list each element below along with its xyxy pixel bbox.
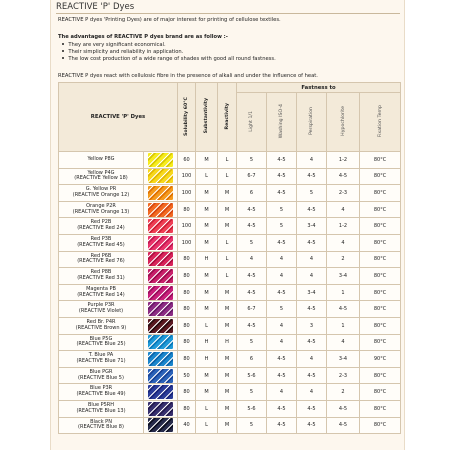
washing-fastness-cell: 5: [267, 301, 297, 318]
color-swatch: [148, 219, 173, 233]
substantivity-cell: H: [196, 351, 218, 368]
hypochlorite-fastness-cell: 4: [327, 201, 360, 218]
substantivity-cell: M: [196, 301, 218, 318]
advantages-heading: The advantages of REACTIVE P dyes brand are as follow :-: [58, 34, 228, 40]
dye-name-primary: Black PN: [90, 418, 112, 425]
fixation-temp-cell: 80°C: [360, 168, 401, 185]
table-row: [59, 400, 401, 417]
dye-name: [59, 351, 144, 368]
solubility-cell: 80: [178, 201, 196, 218]
solubility-cell: 80: [178, 251, 196, 268]
dye-name: [59, 201, 144, 218]
table-header-row: [59, 83, 401, 93]
fixation-header: Fixation Temp: [360, 93, 401, 152]
color-swatch: [148, 269, 173, 283]
reactivity-cell: L: [218, 268, 237, 285]
dye-name-secondary: (REACTIVE Red 31): [77, 274, 125, 281]
reactivity-cell: M: [218, 301, 237, 318]
fixation-temp-cell: 80°C: [360, 400, 401, 417]
dye-name-header: REACTIVE 'P' Dyes: [59, 83, 178, 152]
light-fastness-cell: 5: [237, 417, 267, 434]
dye-name-secondary: (REACTIVE Red 76): [77, 258, 125, 265]
solubility-header: Solubility 60°C: [178, 83, 196, 152]
dye-name-primary: Blue PGR: [89, 368, 113, 375]
reactivity-cell: M: [218, 367, 237, 384]
substantivity-cell: L: [196, 317, 218, 334]
color-swatch-cell: [144, 367, 178, 384]
substantivity-cell: L: [196, 417, 218, 434]
color-swatch-cell: [144, 185, 178, 202]
bullet-icon: [62, 57, 64, 59]
dye-name-secondary: (REACTIVE Blue 71): [76, 357, 126, 364]
solubility-cell: 50: [178, 367, 196, 384]
washing-header: Washing ISO-4: [267, 93, 297, 152]
perspiration-fastness-cell: 4: [297, 251, 327, 268]
perspiration-fastness-cell: 4-5: [297, 168, 327, 185]
washing-fastness-cell: 4: [267, 251, 297, 268]
dye-name: [59, 367, 144, 384]
hypochlorite-fastness-cell: 4: [327, 334, 360, 351]
fixation-temp-cell: 80°C: [360, 251, 401, 268]
washing-fastness-cell: 4-5: [267, 185, 297, 202]
washing-fastness-cell: 4-5: [267, 367, 297, 384]
hypochlorite-fastness-cell: 4-5: [327, 417, 360, 434]
hypochlorite-fastness-cell: 2-3: [327, 185, 360, 202]
hypochlorite-fastness-cell: 4-5: [327, 168, 360, 185]
washing-fastness-cell: 4-5: [267, 417, 297, 434]
fixation-temp-cell: 80°C: [360, 234, 401, 251]
advantage-item: [62, 49, 183, 56]
reactivity-cell: M: [218, 351, 237, 368]
washing-fastness-cell: 4-5: [267, 234, 297, 251]
hypochlorite-fastness-cell: 1: [327, 317, 360, 334]
washing-fastness-cell: 4: [267, 384, 297, 401]
advantage-text: They are very significant economical.: [68, 42, 166, 48]
substantivity-cell: M: [196, 268, 218, 285]
dye-name-secondary: (REACTIVE Brown 9): [75, 324, 127, 331]
dye-name: [59, 152, 144, 169]
dyes-table: [58, 82, 401, 434]
table-row: [59, 417, 401, 434]
table-row: [59, 301, 401, 318]
color-swatch: [148, 153, 173, 167]
color-swatch-cell: [144, 351, 178, 368]
solubility-cell: 80: [178, 317, 196, 334]
color-swatch: [148, 385, 173, 399]
solubility-cell: 40: [178, 417, 196, 434]
dye-name-primary: Red P8B: [90, 269, 112, 276]
fastness-header: Fastness to: [237, 83, 401, 93]
fixation-temp-cell: 80°C: [360, 301, 401, 318]
fixation-temp-cell: 80°C: [360, 284, 401, 301]
substantivity-cell: M: [196, 384, 218, 401]
reactivity-cell: M: [218, 218, 237, 235]
dye-name: [59, 168, 144, 185]
light-fastness-cell: 4: [237, 251, 267, 268]
table-row: [59, 334, 401, 351]
dye-name-primary: Blue P5G: [89, 335, 113, 342]
dye-name-primary: Purple P3R: [87, 302, 115, 309]
fixation-temp-cell: 90°C: [360, 351, 401, 368]
dye-name: [59, 268, 144, 285]
fixation-temp-cell: 80°C: [360, 201, 401, 218]
table-row: [59, 218, 401, 235]
perspiration-fastness-cell: 4-5: [297, 201, 327, 218]
reactivity-cell: M: [218, 417, 237, 434]
reactivity-cell: L: [218, 251, 237, 268]
perspiration-fastness-cell: 3-4: [297, 218, 327, 235]
reactivity-cell: M: [218, 284, 237, 301]
hypochlorite-fastness-cell: 2-3: [327, 367, 360, 384]
fixation-temp-cell: 80°C: [360, 367, 401, 384]
color-swatch-cell: [144, 384, 178, 401]
light-fastness-cell: 6: [237, 185, 267, 202]
solubility-cell: 80: [178, 351, 196, 368]
perspiration-fastness-cell: 4-5: [297, 367, 327, 384]
color-swatch-cell: [144, 334, 178, 351]
dye-name: [59, 317, 144, 334]
dye-name: [59, 284, 144, 301]
table-row: [59, 351, 401, 368]
perspiration-fastness-cell: 4: [297, 152, 327, 169]
washing-fastness-cell: 4-5: [267, 152, 297, 169]
hypochlorite-fastness-cell: 4: [327, 234, 360, 251]
advantage-text: Their simplicity and reliability in application.: [68, 49, 184, 55]
color-swatch: [148, 236, 173, 250]
dye-name-secondary: (REACTIVE Orange 12): [72, 191, 130, 198]
perspiration-fastness-cell: 4: [297, 351, 327, 368]
light-fastness-cell: 4-5: [237, 284, 267, 301]
dye-name-primary: Red P3B: [90, 235, 112, 242]
reactivity-cell: M: [218, 317, 237, 334]
color-swatch-cell: [144, 152, 178, 169]
light-fastness-cell: 4-5: [237, 218, 267, 235]
light-fastness-cell: 6: [237, 351, 267, 368]
dye-name: [59, 234, 144, 251]
light-fastness-cell: 5: [237, 234, 267, 251]
color-swatch-cell: [144, 268, 178, 285]
dye-name: [59, 400, 144, 417]
table-row: [59, 168, 401, 185]
dye-name: [59, 417, 144, 434]
reactivity-cell: M: [218, 400, 237, 417]
hypochlorite-fastness-cell: 1-2: [327, 152, 360, 169]
reactivity-header: Reactivity: [218, 83, 237, 152]
dye-name-secondary: (REACTIVE Red 24): [77, 225, 125, 232]
fixation-temp-cell: 80°C: [360, 417, 401, 434]
solubility-cell: 80: [178, 334, 196, 351]
table-row: [59, 251, 401, 268]
color-swatch-cell: [144, 251, 178, 268]
perspiration-header: Perspiration: [297, 93, 327, 152]
light-fastness-cell: 5: [237, 152, 267, 169]
solubility-cell: 80: [178, 400, 196, 417]
hypochlorite-fastness-cell: 4-5: [327, 301, 360, 318]
fixation-temp-cell: 80°C: [360, 185, 401, 202]
washing-fastness-cell: 4: [267, 317, 297, 334]
reactivity-cell: M: [218, 185, 237, 202]
color-swatch-cell: [144, 284, 178, 301]
light-fastness-cell: 4-5: [237, 317, 267, 334]
solubility-cell: 80: [178, 301, 196, 318]
perspiration-fastness-cell: 4-5: [297, 417, 327, 434]
light-fastness-cell: 4-5: [237, 268, 267, 285]
perspiration-fastness-cell: 5: [297, 185, 327, 202]
dye-name-secondary: (REACTIVE Yellow 18): [74, 175, 128, 182]
table-row: [59, 152, 401, 169]
substantivity-cell: H: [196, 334, 218, 351]
color-swatch-cell: [144, 218, 178, 235]
bullet-icon: [62, 43, 64, 45]
washing-fastness-cell: 4-5: [267, 168, 297, 185]
substantivity-cell: M: [196, 152, 218, 169]
washing-fastness-cell: 4: [267, 268, 297, 285]
light-fastness-cell: 5-6: [237, 367, 267, 384]
reactivity-cell: M: [218, 201, 237, 218]
solubility-cell: 80: [178, 284, 196, 301]
dye-name-primary: T. Blue PA: [88, 352, 114, 359]
dye-name-primary: Blue P3R: [89, 385, 113, 392]
fixation-temp-cell: 80°C: [360, 334, 401, 351]
dye-name: [59, 218, 144, 235]
reactivity-cell: L: [218, 234, 237, 251]
dye-name-secondary: (REACTIVE Red 14): [77, 291, 125, 298]
hypochlorite-fastness-cell: 3-4: [327, 351, 360, 368]
light-fastness-cell: 5: [237, 384, 267, 401]
fixation-temp-cell: 80°C: [360, 384, 401, 401]
substantivity-cell: M: [196, 185, 218, 202]
advantage-item: [62, 56, 276, 63]
reactivity-cell: L: [218, 168, 237, 185]
table-row: [59, 268, 401, 285]
color-swatch: [148, 335, 173, 349]
hypochlorite-fastness-cell: 3-4: [327, 268, 360, 285]
dye-name-primary: Yellow P4G: [87, 169, 115, 176]
hypochlorite-fastness-cell: 2: [327, 384, 360, 401]
advantage-item: [62, 42, 166, 49]
substantivity-header: Substantivity: [196, 83, 218, 152]
color-swatch: [148, 286, 173, 300]
substantivity-cell: L: [196, 168, 218, 185]
washing-fastness-cell: 4: [267, 334, 297, 351]
color-swatch-cell: [144, 317, 178, 334]
color-swatch: [148, 352, 173, 366]
perspiration-fastness-cell: 3-4: [297, 284, 327, 301]
hypochlorite-fastness-cell: 2: [327, 251, 360, 268]
hypochlorite-fastness-cell: 1: [327, 284, 360, 301]
dye-name-secondary: (REACTIVE Red 45): [77, 241, 125, 248]
reaction-note: REACTIVE P dyes react with cellulosic fibre in the presence of alkali and under the influence of heat.: [58, 73, 318, 79]
perspiration-fastness-cell: 4-5: [297, 400, 327, 417]
color-swatch-cell: [144, 417, 178, 434]
intro-text: REACTIVE P dyes 'Printing Dyes) are of major interest for printing of cellulose textiles.: [58, 17, 281, 23]
color-swatch: [148, 252, 173, 266]
light-fastness-cell: 5: [237, 334, 267, 351]
reactivity-cell: H: [218, 334, 237, 351]
advantage-text: The low cost production of a wide range of shades with good all round fastness.: [68, 56, 276, 62]
color-swatch-cell: [144, 201, 178, 218]
table-row: [59, 201, 401, 218]
light-fastness-cell: 5-6: [237, 400, 267, 417]
table-row: [59, 185, 401, 202]
color-swatch-cell: [144, 400, 178, 417]
hypochlorite-fastness-cell: 1-2: [327, 218, 360, 235]
substantivity-cell: M: [196, 284, 218, 301]
dye-name: [59, 334, 144, 351]
page-title: REACTIVE 'P' Dyes: [56, 2, 135, 12]
dye-name-primary: Magenta PB: [86, 285, 116, 292]
light-fastness-cell: 4-5: [237, 201, 267, 218]
washing-fastness-cell: 5: [267, 201, 297, 218]
reactivity-cell: M: [218, 384, 237, 401]
dye-name-secondary: (REACTIVE Blue 8): [78, 424, 124, 431]
dye-name-secondary: (REACTIVE Blue 5): [78, 374, 124, 381]
light-header: Light 1/1: [237, 93, 267, 152]
perspiration-fastness-cell: 4-5: [297, 334, 327, 351]
color-swatch: [148, 186, 173, 200]
perspiration-fastness-cell: 3: [297, 317, 327, 334]
dye-name: [59, 301, 144, 318]
color-swatch: [148, 418, 173, 432]
color-swatch-cell: [144, 301, 178, 318]
color-swatch-cell: [144, 234, 178, 251]
substantivity-cell: M: [196, 234, 218, 251]
dye-name-primary: Red Br. P4R: [86, 318, 116, 325]
substantivity-cell: L: [196, 400, 218, 417]
washing-fastness-cell: 5: [267, 218, 297, 235]
table-row: [59, 234, 401, 251]
dye-name: [59, 384, 144, 401]
substantivity-cell: M: [196, 201, 218, 218]
dye-name-primary: Red P6B: [90, 252, 112, 259]
color-swatch: [148, 319, 173, 333]
color-swatch: [148, 369, 173, 383]
solubility-cell: 80: [178, 384, 196, 401]
light-fastness-cell: 6-7: [237, 168, 267, 185]
fixation-temp-cell: 80°C: [360, 317, 401, 334]
solubility-cell: 80: [178, 268, 196, 285]
perspiration-fastness-cell: 4-5: [297, 301, 327, 318]
table-row: [59, 384, 401, 401]
light-fastness-cell: 6-7: [237, 301, 267, 318]
fixation-temp-cell: 80°C: [360, 268, 401, 285]
table-row: [59, 367, 401, 384]
solubility-cell: 100: [178, 218, 196, 235]
dyes-table-body: [59, 152, 401, 434]
color-swatch: [148, 402, 173, 416]
solubility-cell: 100: [178, 168, 196, 185]
substantivity-cell: M: [196, 218, 218, 235]
dye-name-primary: Yellow P8G: [87, 155, 115, 162]
hypochlorite-fastness-cell: 4-5: [327, 400, 360, 417]
color-swatch: [148, 203, 173, 217]
solubility-cell: 100: [178, 234, 196, 251]
dye-name-primary: G. Yellow PR: [85, 186, 117, 193]
fixation-temp-cell: 80°C: [360, 218, 401, 235]
color-swatch-cell: [144, 168, 178, 185]
washing-fastness-cell: 4-5: [267, 351, 297, 368]
washing-fastness-cell: 4-5: [267, 400, 297, 417]
perspiration-fastness-cell: 4-5: [297, 234, 327, 251]
washing-fastness-cell: 4-5: [267, 284, 297, 301]
dye-name-secondary: (REACTIVE Blue 25): [76, 341, 126, 348]
solubility-cell: 100: [178, 185, 196, 202]
hypochlorite-header: Hypochlorite: [327, 93, 360, 152]
dye-name-primary: Orange P2R: [86, 202, 116, 209]
dye-name-secondary: (REACTIVE Orange 13): [72, 208, 130, 215]
table-row: [59, 284, 401, 301]
perspiration-fastness-cell: 4: [297, 384, 327, 401]
substantivity-cell: H: [196, 251, 218, 268]
table-row: [59, 317, 401, 334]
dye-name: [59, 185, 144, 202]
fixation-temp-cell: 80°C: [360, 152, 401, 169]
bullet-icon: [62, 50, 64, 52]
dye-name-secondary: (REACTIVE Blue 13): [76, 407, 126, 414]
color-swatch: [148, 169, 173, 183]
dye-name: [59, 251, 144, 268]
solubility-cell: 60: [178, 152, 196, 169]
reactivity-cell: L: [218, 152, 237, 169]
dye-name-primary: Red P2B: [90, 219, 112, 226]
substantivity-cell: M: [196, 367, 218, 384]
dye-name-secondary: (REACTIVE Violet): [78, 308, 124, 315]
dye-name-secondary: (REACTIVE Blue 49): [76, 391, 126, 398]
dye-name-primary: Blue P5RH: [87, 401, 115, 408]
title-divider: [56, 13, 400, 14]
perspiration-fastness-cell: 4: [297, 268, 327, 285]
color-swatch: [148, 302, 173, 316]
